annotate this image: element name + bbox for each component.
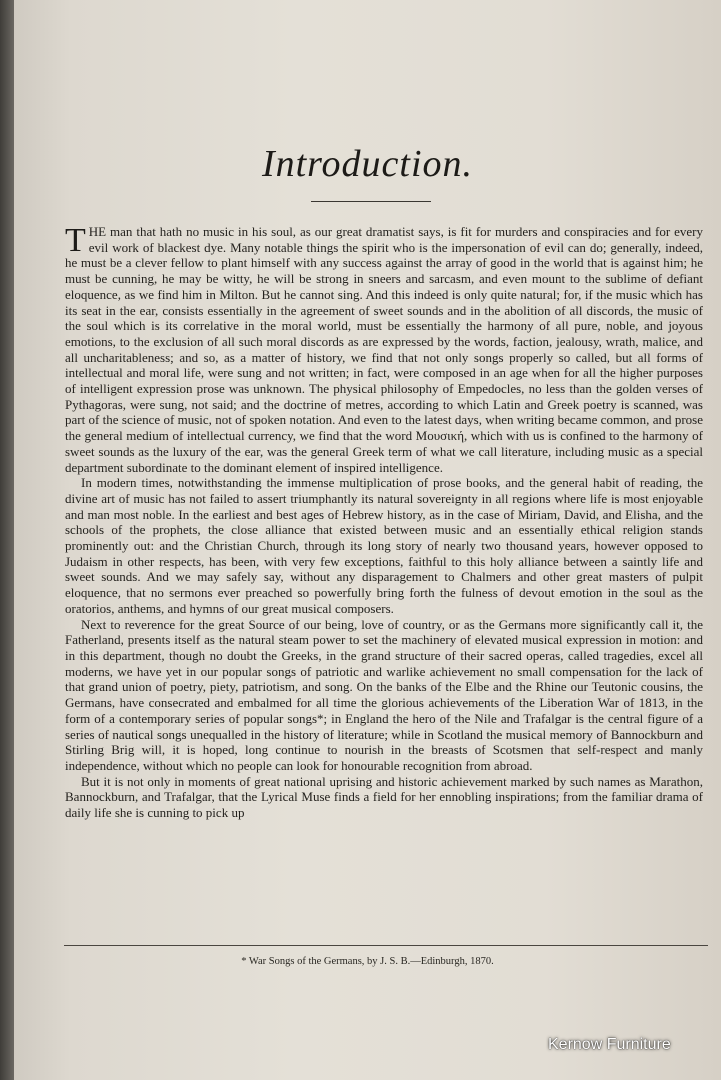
paragraph-3: Next to reverence for the great Source of our being, love of country, or as the Germans more significantly call it, the Fatherland, presents itself as the natural steam power to set the machinery of elevated musical expression in motion: and in this department, though no doubt the Greeks, in the grand structure of their sacred operas, called tragedies, excel all moderns, we have yet in our popular songs of patriotic and warlike achievement no small compensation for the lack of that grand union of poetry, piety, patriotism, and song. On the banks of the Elbe and the Rhine our Teutonic cousins, the Germans, have consecrated and embalmed for all time the glorious achievements of the Liberation War of 1813, in the form of a contemporary series of popular songs*; in England the hero of the Nile and Trafalgar is the central figure of a series of nautical songs unequalled in the history of literature; while in Scotland the musical memory of Bannockburn and Stirling Brig will, it is hoped, long continue to nourish in the breasts of Scotsmen that self-respect and manly independence, without which no people can look for honourable recognition from abroad. [65, 616, 703, 773]
book-page [14, 0, 721, 1080]
page-title: Introduction. [261, 143, 474, 185]
paragraph-4: But it is not only in moments of great national uprising and historic achievement marked by such names as Marathon, Bannockburn, and Trafalgar, that the Lyrical Muse finds a field for her ennobling inspirations; from the familiar drama of daily life she is cunning to pick up [65, 773, 703, 821]
footnote: * War Songs of the Germans, by J. S. B.—Edinburgh, 1870. [241, 956, 494, 967]
paragraph-1 [65, 224, 703, 475]
watermark: Kernow Furniture [548, 1036, 671, 1053]
paragraph-2: In modern times, notwithstanding the immense multiplication of prose books, and the general habit of reading, the divine art of music has not failed to assert triumphantly its natural sovereignty in all regions where life is most enjoyable and man most noble. In the earliest and best ages of Hebrew history, as in the case of Miriam, David, and Elisha, and the schools of the prophets, the close alliance that existed between music and an essentially ethical religion stands prominently out: and the Christian Church, through its long story of nearly two thousand years, however opposed to Judaism in other respects, has been, with very few exceptions, faithful to this holy alliance between a saintly life and sweet sounds. And we may safely say, without any disparagement to Chalmers and other great masters of pulpit eloquence, that no sermons ever preached so powerfully bring forth the fulness of devout emotion in the soul as the oratorios, anthems, and hymns of our great musical composers. [65, 475, 703, 616]
title-rule [311, 201, 431, 202]
body-text [65, 224, 703, 821]
paragraph-1-text: HE man that hath no music in his soul, as our great dramatist says, is fit for murders and conspiracies and for every evil work of blackest dye. Many notable things the spirit who is the impersonation of evil can do; generally, indeed, he must be a clever fellow to plant himself with any success against the array of good in the world that is against him; he must be cunning, he may be witty, he will be strong in sneers and sarcasm, and even mount to the sublime of defiant eloquence, as we find him in Milton. But he cannot sing. And this indeed is only quite natural; for, if the music which has its seat in the ear, consists essentially in the agreement of sweet sounds and in the abolition of all discords, the music of the soul which is its correlative in the moral world, must be essentially the harmony of all pure, noble, and joyous emotions, to the exclusion of all such moral discords as are expressed by the words, faction, jealousy, wrath, malice, and all uncharitableness; and so, as a matter of history, we find that not only songs properly so called, but all forms of intellectual and moral life, were sung and not written; in fact, were composed in an age when for all the higher purposes of intelligent expression prose was unknown. The physical philosophy of Empedocles, no less than the golden verses of Pythagoras, were sung, not said; and the doctrine of metres, according to which Latin and Greek poetry is scanned, was part of the science of music, not of spoken notation. And even to the latest days, when writing became common, and prose the general medium of intellectual currency, we find that the word Μουσική, which with us is confined to the harmony of sweet sounds as the luxury of the ear, was the general Greek term of what we call literature, including music as a special department subordinate to the dominant element of inspired intelligence. [65, 224, 703, 475]
drop-cap: T [65, 222, 86, 259]
book-spine-edge [0, 0, 14, 1080]
footnote-rule [64, 945, 708, 946]
